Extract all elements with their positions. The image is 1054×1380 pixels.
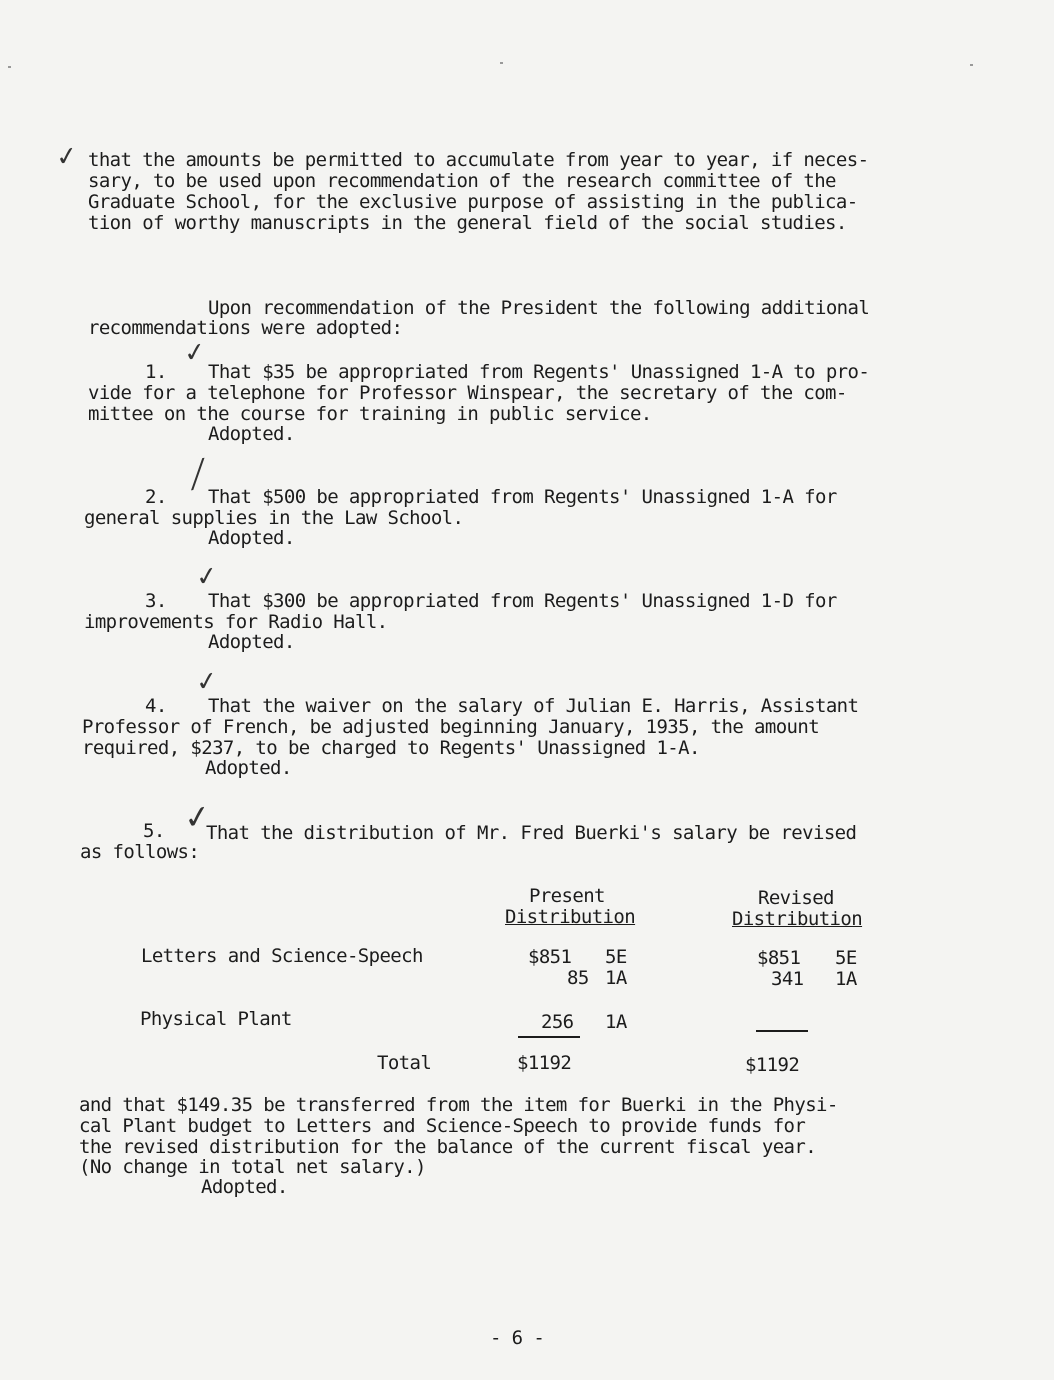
closing-line-1: and that $149.35 be transferred from the item for Buerki in the Physi- xyxy=(79,1094,838,1116)
item-4-line-1: That the waiver on the salary of Julian E. Harris, Assistant xyxy=(208,695,859,717)
item-2-line-1: That $500 be appropriated from Regents' Unassigned 1-A for xyxy=(208,486,837,508)
checkmark-icon: ✓ xyxy=(194,560,220,594)
checkmark-icon: ✓ xyxy=(182,336,208,370)
item-1-line-2: vide for a telephone for Professor Winspear, the secretary of the com- xyxy=(88,382,847,404)
closing-line-2: cal Plant budget to Letters and Science-Speech to provide funds for xyxy=(79,1115,806,1137)
item-2-number: 2. xyxy=(145,486,167,508)
item-2-status: Adopted. xyxy=(208,527,295,549)
total-label: Total xyxy=(377,1052,432,1074)
item-4-status: Adopted. xyxy=(205,757,292,779)
revised-subtotal-rule xyxy=(756,1030,808,1032)
header-revised-2: Distribution xyxy=(732,908,863,930)
item-1-line-3: mittee on the course for training in public service. xyxy=(88,403,652,425)
item-3-number: 3. xyxy=(145,590,167,612)
row-label: Letters and Science-Speech xyxy=(141,945,423,967)
total-revised: $1192 xyxy=(745,1054,800,1076)
intro-line-4: tion of worthy manuscripts in the general field of the social studies. xyxy=(88,212,847,234)
item-3-status: Adopted. xyxy=(208,631,295,653)
item-4-line-2: Professor of French, be adjusted beginning January, 1935, the amount xyxy=(82,716,820,738)
present-amount: $851 xyxy=(528,946,572,968)
revised-code: 5E xyxy=(835,947,857,969)
item-5-line-2: as follows: xyxy=(80,841,200,863)
item-2-line-2: general supplies in the Law School. xyxy=(84,507,464,529)
checkmark-icon: ✓ xyxy=(54,140,80,174)
scan-speck xyxy=(970,64,973,66)
revised-code: 1A xyxy=(835,968,857,990)
item-3-line-2: improvements for Radio Hall. xyxy=(84,611,388,633)
header-present-2: Distribution xyxy=(505,906,636,928)
revised-amount: $851 xyxy=(757,947,801,969)
revised-amount: 341 xyxy=(771,968,804,990)
president-intro-line-2: recommendations were adopted: xyxy=(88,317,403,339)
intro-line-1: that the amounts be permitted to accumulate from year to year, if neces- xyxy=(88,149,869,171)
row-label: Physical Plant xyxy=(140,1008,292,1030)
item-5-line-1: That the distribution of Mr. Fred Buerki's salary be revised xyxy=(206,822,857,844)
president-intro-line-1: Upon recommendation of the President the following additional xyxy=(208,297,870,319)
present-amount: 85 xyxy=(567,967,589,989)
item-5-number: 5. xyxy=(143,820,165,842)
present-subtotal-rule xyxy=(518,1036,580,1038)
item-4-line-3: required, $237, to be charged to Regents' Unassigned 1-A. xyxy=(82,737,700,759)
item-3-line-1: That $300 be appropriated from Regents' Unassigned 1-D for xyxy=(208,590,837,612)
intro-line-3: Graduate School, for the exclusive purpose of assisting in the publica- xyxy=(88,191,858,213)
checkmark-icon: ✓ xyxy=(181,796,214,838)
item-4-number: 4. xyxy=(145,695,167,717)
scan-speck xyxy=(8,66,11,68)
header-revised-1: Revised xyxy=(758,887,834,909)
closing-line-4: (No change in total net salary.) xyxy=(79,1156,426,1178)
present-amount: 256 xyxy=(541,1011,574,1033)
total-present: $1192 xyxy=(517,1052,572,1074)
scan-speck xyxy=(500,62,503,64)
present-code: 1A xyxy=(605,967,627,989)
header-present-1: Present xyxy=(529,885,605,907)
item-1-line-1: That $35 be appropriated from Regents' Unassigned 1-A to pro- xyxy=(208,361,870,383)
present-code: 5E xyxy=(605,946,627,968)
present-code: 1A xyxy=(605,1011,627,1033)
closing-status: Adopted. xyxy=(201,1176,288,1198)
closing-line-3: the revised distribution for the balance of the current fiscal year. xyxy=(79,1136,817,1158)
checkmark-icon: ╱ xyxy=(187,459,208,491)
page-number: - 6 - xyxy=(490,1327,545,1349)
checkmark-icon: ✓ xyxy=(194,665,220,699)
intro-line-2: sary, to be used upon recommendation of the research committee of the xyxy=(88,170,836,192)
item-1-status: Adopted. xyxy=(208,423,295,445)
item-1-number: 1. xyxy=(145,361,167,383)
